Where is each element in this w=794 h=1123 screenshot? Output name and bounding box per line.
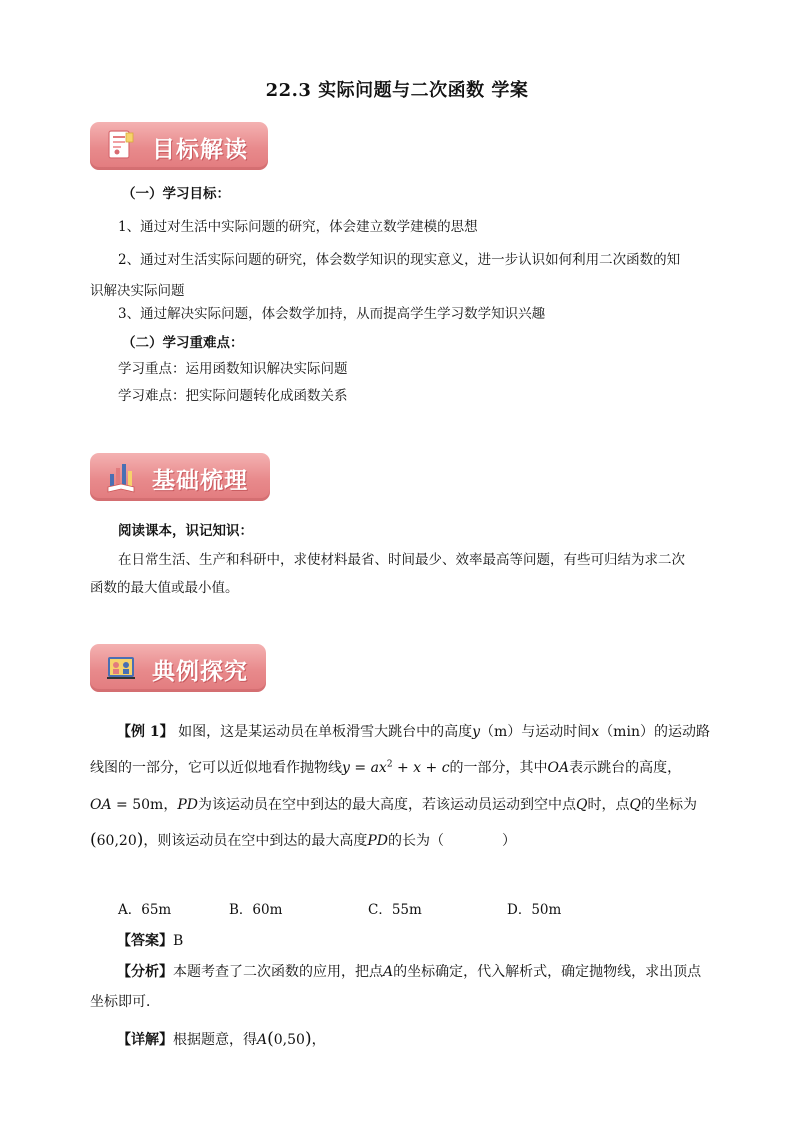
goal-item-2-continued: 识解决实际问题 [90,283,185,299]
goals-heading-1: （一）学习目标： [122,186,230,202]
var-y: y [472,724,480,740]
key-point: 学习重点：运用函数知识解决实际问题 [118,361,348,377]
example-1-line-3: OA = 50m，PD为该运动员在空中到达的最大高度，若该运动员运动到空中点Q时，点Q的坐标为 [90,797,697,813]
section-title-basics: 基础梳理 [152,468,248,494]
answer-line: 【答案】B [117,933,184,949]
basics-lead: 阅读课本，识记知识： [118,523,253,539]
option-c: C．55m [368,902,422,918]
presentation-icon [106,651,136,685]
option-a: A．65m [118,902,172,918]
analysis-line-1: 【分析】本题考查了二次函数的应用，把点A的坐标确定，代入解析式，确定抛物线，求出顶点 [117,964,702,980]
example-1-line-4: (60,20)，则该运动员在空中到达的最大高度PD的长为（ ） [90,830,517,850]
parabola-formula: $y = ax^2 + x + c$ [342,759,450,776]
example-1-tag: 【例 1】 [117,724,174,740]
option-d: D．50m [507,902,562,918]
option-b: B．60m [229,902,283,918]
difficulty-point: 学习难点：把实际问题转化成函数关系 [118,388,348,404]
goals-heading-2: （二）学习重难点： [122,335,244,351]
example-1-line-2: 线图的一部分，它可以近似地看作抛物线$y = ax^2 + x + c$的一部分，其中OA表示跳台的高度， [90,759,682,776]
section-title-examples: 典例探究 [152,659,248,685]
goal-item-3: 3、通过解决实际问题，体会数学加持，从而提高学生学习数学知识兴趣 [118,306,546,322]
section-title-goal: 目标解读 [152,137,248,163]
page-title: 22.3 实际问题与二次函数 学案 [265,80,529,101]
basics-line-1: 在日常生活、生产和科研中，求使材料最省、时间最少、效率最高等问题，有些可归结为求二次 [118,552,685,568]
detail-line-1: 【详解】根据题意，得A(0,50)， [117,1029,326,1049]
basics-line-2: 函数的最大值或最小值。 [90,580,239,596]
section-banner-basics [90,453,270,501]
document-icon [106,129,136,163]
goal-item-1: 1、通过对生活中实际问题的研究，体会建立数学建模的思想 [118,219,478,235]
section-banner-goal [90,122,268,170]
section-banner-examples [90,644,266,692]
var-x: x [591,724,600,740]
coord-Q: 60,20 [96,833,137,849]
goal-item-2: 2、通过对生活实际问题的研究，体会数学知识的现实意义，进一步认识如何利用二次函数的知 [118,252,681,268]
book-chart-icon [106,460,136,494]
answer-value: B [173,933,184,949]
example-1-line-1: 【例 1】 如图，这是某运动员在单板滑雪大跳台中的高度y（m）与运动时间x（min）的运动路 [117,724,710,740]
analysis-line-2: 坐标即可． [90,994,160,1010]
